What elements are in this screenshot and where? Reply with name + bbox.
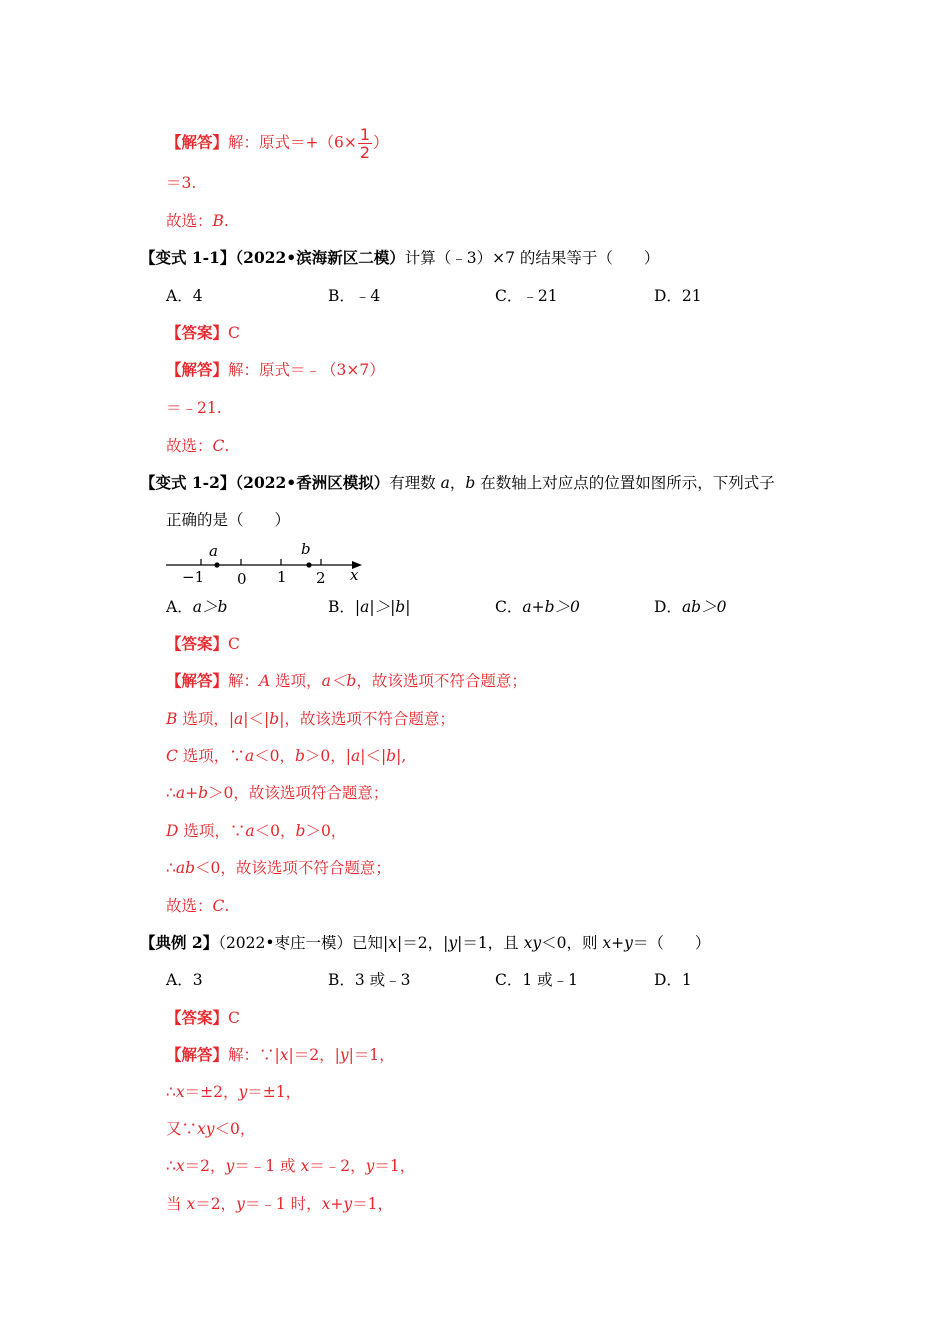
solution-line: ＝﹣21. <box>166 399 222 417</box>
solution-line: ＝3. <box>166 174 197 192</box>
option-c: C．a+b＞0 <box>495 598 580 616</box>
answer-line: 【答案】C <box>166 323 240 342</box>
option-d: D．21 <box>654 287 702 305</box>
point-b <box>306 562 311 567</box>
tick-label-minus-1: −1 <box>182 568 205 586</box>
solution-line: ∴ab＜0，故该选项不符合题意； <box>166 859 391 877</box>
solution-line: 故选：B. <box>166 212 229 230</box>
option-a: A．4 <box>166 287 203 305</box>
solution-line: ∴a+b＞0，故该选项符合题意； <box>166 784 389 802</box>
example-2: 【典例 2】（2022•枣庄一模）已知|x|＝2，|y|＝1，且 xy＜0，则 x+y＝（ ） <box>140 933 711 952</box>
tick-label-0: 0 <box>237 570 247 588</box>
question-1-2: 【变式 1-2】（2022•香洲区模拟）有理数 a，b 在数轴上对应点的位置如图所示，下列式子 <box>140 473 775 492</box>
tick-label-1: 1 <box>277 568 287 586</box>
solution-line: 故选：C. <box>166 897 230 915</box>
solution-line: D 选项，∵a＜0，b＞0， <box>166 822 347 840</box>
axis-label-x: x <box>350 566 359 584</box>
fraction: $\frac{1}{2}$ <box>359 125 371 162</box>
solution-line: 【解答】解：∵|x|＝2，|y|＝1， <box>166 1045 395 1064</box>
point-a <box>214 562 219 567</box>
option-b: B．|a|＞|b| <box>328 598 411 616</box>
answer-line: 【答案】C <box>166 634 240 653</box>
option-a: A．3 <box>166 971 203 989</box>
label-b: b <box>301 540 311 558</box>
question-1-1: 【变式 1-1】（2022•滨海新区二模）计算（﹣3）×7 的结果等于（ ） <box>140 248 660 267</box>
solution-line: ∴x＝±2，y＝±1， <box>166 1083 302 1101</box>
solution-line: 【解答】解：原式＝+（6× $\frac{1}{2}$ ） <box>166 125 389 162</box>
solution-line: 故选：C. <box>166 437 230 455</box>
solution-line: B 选项，|a|＜|b|，故该选项不符合题意； <box>166 710 455 728</box>
question-1-2-cont: 正确的是（ ） <box>166 511 291 529</box>
solution-line: 【解答】解：A 选项，a＜b，故该选项不符合题意； <box>166 671 527 690</box>
answer-line: 【答案】C <box>166 1008 240 1027</box>
solution-line: 又∵xy＜0， <box>166 1120 256 1138</box>
label-a: a <box>209 542 218 560</box>
solution-line: 【解答】解：原式＝﹣（3×7） <box>166 360 385 379</box>
option-c: C．﹣21 <box>495 287 558 305</box>
option-b: B．3 或﹣3 <box>328 971 411 989</box>
option-b: B．﹣4 <box>328 287 381 305</box>
solution-line: ∴x＝2，y＝﹣1 或 x＝﹣2，y＝1， <box>166 1157 416 1175</box>
option-d: D．1 <box>654 971 692 989</box>
tick-label-2: 2 <box>316 569 326 587</box>
solution-line: 当 x＝2，y＝﹣1 时，x+y＝1， <box>166 1195 393 1213</box>
number-line-figure <box>160 538 370 588</box>
option-a: A．a＞b <box>166 598 228 616</box>
option-d: D．ab＞0 <box>654 598 727 616</box>
solution-line: C 选项，∵a＜0，b＞0，|a|＜|b|, <box>166 747 407 765</box>
option-c: C．1 或﹣1 <box>495 971 579 989</box>
